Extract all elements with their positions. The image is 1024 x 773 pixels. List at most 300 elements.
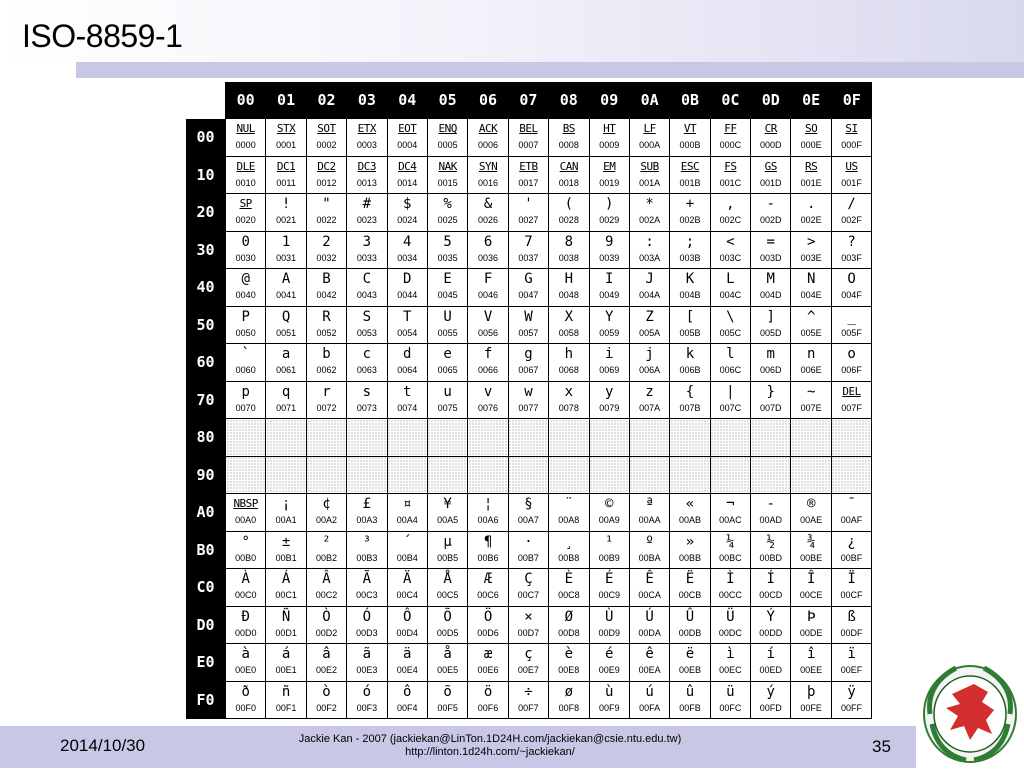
glyph: Ò — [322, 608, 331, 625]
char-cell — [670, 531, 710, 569]
code-point: 0042 — [316, 290, 337, 300]
char-cell — [791, 644, 831, 682]
char-cell — [347, 194, 387, 232]
row-header: 60 — [186, 344, 226, 382]
table-row — [186, 306, 872, 344]
glyph: G — [524, 271, 533, 287]
code-point: 00DD — [759, 627, 783, 638]
char-cell — [508, 344, 548, 382]
glyph: ¼ — [726, 533, 735, 550]
glyph: Ã — [362, 571, 372, 587]
glyph: , — [726, 196, 735, 212]
code-point: 00D7 — [517, 627, 540, 638]
char-cell — [427, 681, 467, 719]
footer-credit-url[interactable]: http://linton.1d24h.com/~jackiekan/ — [405, 746, 575, 758]
code-point: 0029 — [599, 215, 620, 225]
table-row — [186, 381, 872, 419]
glyph: [ — [685, 308, 695, 325]
glyph: v — [483, 383, 493, 400]
char-cell — [427, 531, 467, 569]
glyph: s — [362, 383, 372, 400]
code-point: 006E — [800, 365, 822, 375]
glyph: Ñ — [281, 608, 291, 625]
char-cell — [306, 569, 346, 607]
undefined-cell — [508, 419, 548, 457]
glyph: i — [604, 346, 614, 362]
undefined-cell — [387, 419, 427, 457]
glyph: - — [766, 196, 775, 212]
char-cell — [549, 344, 589, 382]
char-cell — [831, 644, 871, 682]
column-header: 0B — [670, 82, 710, 119]
code-point: 000E — [800, 140, 822, 150]
char-cell — [791, 344, 831, 382]
char-cell — [791, 531, 831, 569]
glyph: Z — [645, 308, 654, 325]
glyph: + — [685, 196, 695, 212]
glyph: L — [726, 271, 735, 287]
glyph: ~ — [806, 383, 816, 400]
char-cell — [508, 494, 548, 532]
undefined-cell — [791, 419, 831, 457]
char-cell — [710, 381, 750, 419]
code-point: 0069 — [599, 365, 620, 375]
code-point: 00B6 — [477, 552, 499, 563]
char-cell — [710, 231, 750, 269]
char-cell — [508, 681, 548, 719]
code-point: 00F6 — [477, 702, 499, 713]
glyph: / — [847, 196, 856, 212]
code-point: 0028 — [558, 215, 579, 225]
char-cell — [508, 156, 548, 194]
code-point: 0050 — [235, 327, 256, 338]
glyph: l — [726, 346, 735, 362]
char-cell — [347, 681, 387, 719]
code-point: 0063 — [356, 365, 377, 375]
char-cell — [468, 381, 508, 419]
glyph: 4 — [403, 233, 412, 250]
code-point: 0059 — [599, 327, 620, 338]
code-point: 0000 — [235, 140, 256, 150]
code-point: 004F — [841, 290, 862, 300]
char-cell — [629, 381, 669, 419]
glyph: VT — [683, 122, 697, 135]
glyph: SOT — [317, 122, 336, 135]
glyph: 9 — [604, 233, 614, 250]
char-cell — [508, 531, 548, 569]
char-cell — [266, 156, 306, 194]
char-cell — [347, 494, 387, 532]
column-header: 00 — [226, 82, 266, 119]
char-cell — [468, 494, 508, 532]
char-cell — [306, 644, 346, 682]
glyph: & — [483, 196, 493, 212]
glyph: ñ — [281, 683, 291, 700]
char-cell — [306, 531, 346, 569]
char-cell — [751, 119, 791, 157]
glyph: ¶ — [483, 533, 493, 550]
table-row — [186, 606, 872, 644]
undefined-cell — [347, 419, 387, 457]
code-point: 002E — [800, 215, 822, 225]
glyph: \ — [726, 308, 735, 325]
footer-credit — [240, 733, 740, 759]
code-point: 00EC — [719, 665, 742, 675]
glyph: Ï — [847, 571, 856, 587]
table-row — [186, 269, 872, 307]
code-point: 00D1 — [275, 627, 297, 638]
code-point: 001D — [760, 177, 782, 188]
code-point: 0045 — [437, 290, 458, 300]
char-cell — [468, 644, 508, 682]
glyph: È — [564, 571, 574, 587]
glyph: CAN — [559, 159, 578, 173]
code-point: 0005 — [437, 140, 458, 150]
char-cell — [226, 156, 266, 194]
code-point: 00C0 — [234, 590, 257, 600]
undefined-cell — [670, 456, 710, 494]
code-point: 00A5 — [437, 515, 459, 525]
char-cell — [347, 344, 387, 382]
char-cell — [226, 119, 266, 157]
char-cell — [226, 194, 266, 232]
char-cell — [549, 681, 589, 719]
char-cell — [751, 644, 791, 682]
code-point: 0066 — [478, 365, 499, 375]
glyph: T — [403, 308, 412, 325]
glyph: è — [564, 646, 574, 662]
glyph: ? — [847, 233, 856, 250]
undefined-cell — [589, 456, 629, 494]
column-header: 0C — [710, 82, 750, 119]
glyph: Ù — [604, 608, 614, 625]
glyph: ! — [281, 196, 291, 212]
code-point: 004B — [679, 290, 701, 300]
code-point: 001E — [800, 177, 822, 188]
code-point: 0038 — [558, 252, 579, 263]
code-point: 0075 — [437, 402, 458, 413]
code-point: 0079 — [599, 402, 620, 413]
glyph: ë — [685, 646, 695, 662]
char-cell — [549, 156, 589, 194]
char-cell — [427, 494, 467, 532]
char-cell — [831, 531, 871, 569]
char-cell — [751, 269, 791, 307]
char-cell — [306, 194, 346, 232]
code-point: 00B4 — [396, 552, 418, 563]
code-point: 001A — [639, 177, 661, 188]
glyph: 0 — [241, 233, 250, 250]
char-cell — [670, 381, 710, 419]
code-point: 005A — [639, 327, 661, 338]
char-cell — [670, 156, 710, 194]
undefined-cell — [589, 419, 629, 457]
char-cell — [791, 569, 831, 607]
glyph: W — [524, 308, 533, 325]
code-point: 00C5 — [436, 590, 459, 600]
char-cell — [751, 606, 791, 644]
undefined-cell — [226, 456, 266, 494]
char-cell — [629, 306, 669, 344]
glyph: Ý — [766, 608, 775, 625]
char-cell — [427, 569, 467, 607]
char-cell — [589, 344, 629, 382]
code-point: 00AF — [840, 515, 863, 525]
glyph: © — [604, 496, 614, 512]
glyph: u — [443, 383, 452, 400]
code-point: 004A — [639, 290, 661, 300]
char-cell — [266, 269, 306, 307]
code-point: 003B — [679, 252, 701, 263]
char-cell — [266, 231, 306, 269]
char-cell — [710, 531, 750, 569]
undefined-cell — [468, 456, 508, 494]
glyph: ¿ — [847, 533, 856, 550]
undefined-cell — [549, 419, 589, 457]
char-cell — [427, 644, 467, 682]
glyph: å — [443, 646, 452, 662]
glyph: x — [564, 383, 574, 400]
glyph: I — [604, 271, 614, 287]
glyph: ¹ — [604, 533, 614, 550]
char-cell — [751, 569, 791, 607]
glyph: p — [241, 383, 250, 400]
code-point: 0037 — [518, 252, 539, 263]
glyph: K — [685, 271, 695, 287]
char-cell — [468, 606, 508, 644]
char-cell — [266, 531, 306, 569]
code-point: 006C — [719, 365, 742, 375]
char-cell — [347, 644, 387, 682]
glyph: | — [726, 383, 735, 400]
char-cell — [831, 231, 871, 269]
undefined-cell — [427, 419, 467, 457]
code-point: 00B9 — [598, 552, 620, 563]
glyph: t — [403, 383, 412, 400]
code-point: 00B0 — [235, 552, 257, 563]
glyph: DC2 — [317, 159, 336, 173]
table-row — [186, 419, 872, 457]
char-cell — [710, 681, 750, 719]
code-point: 0064 — [397, 365, 418, 375]
char-cell — [629, 269, 669, 307]
char-cell — [549, 119, 589, 157]
code-point: 0027 — [518, 215, 539, 225]
glyph: m — [766, 346, 775, 362]
undefined-cell — [306, 419, 346, 457]
code-point: 00C2 — [315, 590, 338, 600]
char-cell — [468, 306, 508, 344]
glyph: Ä — [403, 571, 412, 587]
char-cell — [306, 119, 346, 157]
char-cell — [831, 569, 871, 607]
glyph: S — [362, 308, 372, 325]
code-point: 003A — [639, 252, 661, 263]
char-cell — [306, 231, 346, 269]
glyph: * — [645, 196, 654, 212]
char-cell — [266, 119, 306, 157]
glyph: w — [524, 383, 533, 400]
column-header: 0E — [791, 82, 831, 119]
code-point: 00FD — [759, 702, 782, 713]
code-point: 0073 — [356, 402, 377, 413]
code-point: 0068 — [558, 365, 579, 375]
code-point: 0007 — [518, 140, 539, 150]
glyph: HT — [603, 122, 616, 135]
code-point: 0013 — [356, 177, 377, 188]
glyph: d — [403, 346, 412, 362]
glyph: DEL — [842, 384, 861, 398]
char-cell — [226, 681, 266, 719]
char-cell — [387, 344, 427, 382]
glyph: A — [281, 271, 291, 287]
glyph: a — [281, 346, 291, 362]
glyph: J — [645, 271, 654, 287]
glyph: M — [766, 271, 775, 287]
char-cell — [347, 156, 387, 194]
code-point: 00E7 — [517, 665, 539, 675]
undefined-cell — [670, 419, 710, 457]
code-point: 0055 — [437, 327, 458, 338]
table-row — [186, 156, 872, 194]
code-point: 005C — [719, 327, 742, 338]
code-point: 0011 — [276, 177, 296, 188]
glyph: × — [524, 608, 533, 625]
table-row — [186, 644, 872, 682]
code-point: 00BD — [759, 552, 783, 563]
char-cell — [710, 644, 750, 682]
code-point: 0047 — [518, 290, 539, 300]
code-point: 00BE — [800, 552, 823, 563]
char-cell — [468, 231, 508, 269]
char-cell — [266, 344, 306, 382]
glyph: ^ — [806, 308, 816, 325]
char-cell — [468, 119, 508, 157]
row-header: 40 — [186, 269, 226, 307]
char-cell — [629, 119, 669, 157]
char-cell — [226, 494, 266, 532]
code-point: 00ED — [759, 665, 783, 675]
char-cell — [347, 569, 387, 607]
code-point: 002A — [639, 215, 661, 225]
code-point: 00A4 — [396, 515, 418, 525]
code-point: 00D9 — [598, 627, 620, 638]
code-point: 00CE — [799, 590, 823, 600]
row-header: A0 — [186, 494, 226, 532]
char-cell — [508, 381, 548, 419]
glyph: BS — [562, 122, 575, 135]
glyph: EM — [603, 159, 616, 173]
code-point: 0052 — [316, 327, 337, 338]
code-point: 00A3 — [356, 515, 378, 525]
glyph: NBSP — [233, 497, 258, 510]
char-cell — [629, 194, 669, 232]
glyph: n — [806, 346, 816, 362]
column-header: 05 — [427, 82, 467, 119]
glyph: NAK — [438, 159, 457, 173]
glyph: » — [685, 533, 695, 550]
glyph: q — [281, 383, 291, 400]
glyph: ½ — [766, 533, 775, 550]
char-cell — [347, 231, 387, 269]
code-point: 00C4 — [396, 590, 419, 600]
code-point: 00B5 — [437, 552, 459, 563]
glyph: ð — [241, 683, 250, 700]
char-cell — [306, 344, 346, 382]
glyph: ã — [362, 646, 372, 662]
undefined-cell — [306, 456, 346, 494]
glyph: R — [322, 308, 331, 325]
code-point: 00EF — [840, 665, 863, 675]
char-cell — [468, 681, 508, 719]
code-point: 00A0 — [235, 515, 257, 525]
undefined-cell — [751, 419, 791, 457]
char-cell — [468, 156, 508, 194]
glyph: ´ — [403, 533, 412, 550]
code-point: 0056 — [478, 327, 499, 338]
glyph: ` — [241, 346, 250, 362]
code-point: 000F — [841, 140, 862, 150]
code-point: 0021 — [276, 215, 297, 225]
code-point: 0030 — [235, 252, 256, 263]
code-point: 00D8 — [558, 627, 580, 638]
glyph: Å — [443, 571, 452, 587]
glyph: Ë — [685, 571, 695, 587]
char-cell — [387, 119, 427, 157]
glyph: ¢ — [322, 496, 331, 512]
glyph: H — [564, 271, 574, 287]
code-point: 00E6 — [477, 665, 499, 675]
code-point: 0077 — [518, 402, 539, 413]
code-point: 000B — [679, 140, 701, 150]
glyph: : — [645, 233, 654, 250]
code-point: 0010 — [235, 177, 256, 188]
code-point: 000D — [760, 140, 782, 150]
char-cell — [751, 381, 791, 419]
code-point: 00CD — [759, 590, 783, 600]
glyph: EOT — [398, 122, 417, 135]
code-point: 0012 — [316, 177, 337, 188]
code-point: 00F8 — [558, 702, 580, 713]
glyph: ¦ — [483, 496, 493, 512]
glyph: é — [604, 646, 614, 662]
glyph: ² — [322, 533, 331, 550]
glyph: ä — [403, 646, 412, 662]
table-row — [186, 494, 872, 532]
code-point: 00F0 — [235, 702, 256, 713]
code-point: 0061 — [276, 365, 297, 375]
char-cell — [387, 231, 427, 269]
page-number: 35 — [872, 737, 891, 756]
glyph: Ç — [524, 571, 533, 587]
code-point: 00CB — [678, 590, 702, 600]
glyph: $ — [403, 196, 412, 212]
glyph: SO — [805, 122, 818, 135]
glyph: f — [483, 346, 493, 362]
undefined-cell — [266, 419, 306, 457]
char-cell — [226, 531, 266, 569]
char-cell — [427, 344, 467, 382]
char-cell — [226, 344, 266, 382]
char-cell — [549, 231, 589, 269]
code-point: 00F5 — [437, 702, 458, 713]
glyph: STX — [276, 122, 296, 135]
glyph: Í — [766, 571, 775, 587]
char-cell — [629, 569, 669, 607]
column-header: 07 — [508, 82, 548, 119]
code-point: 00EA — [638, 665, 661, 675]
undefined-cell — [226, 419, 266, 457]
